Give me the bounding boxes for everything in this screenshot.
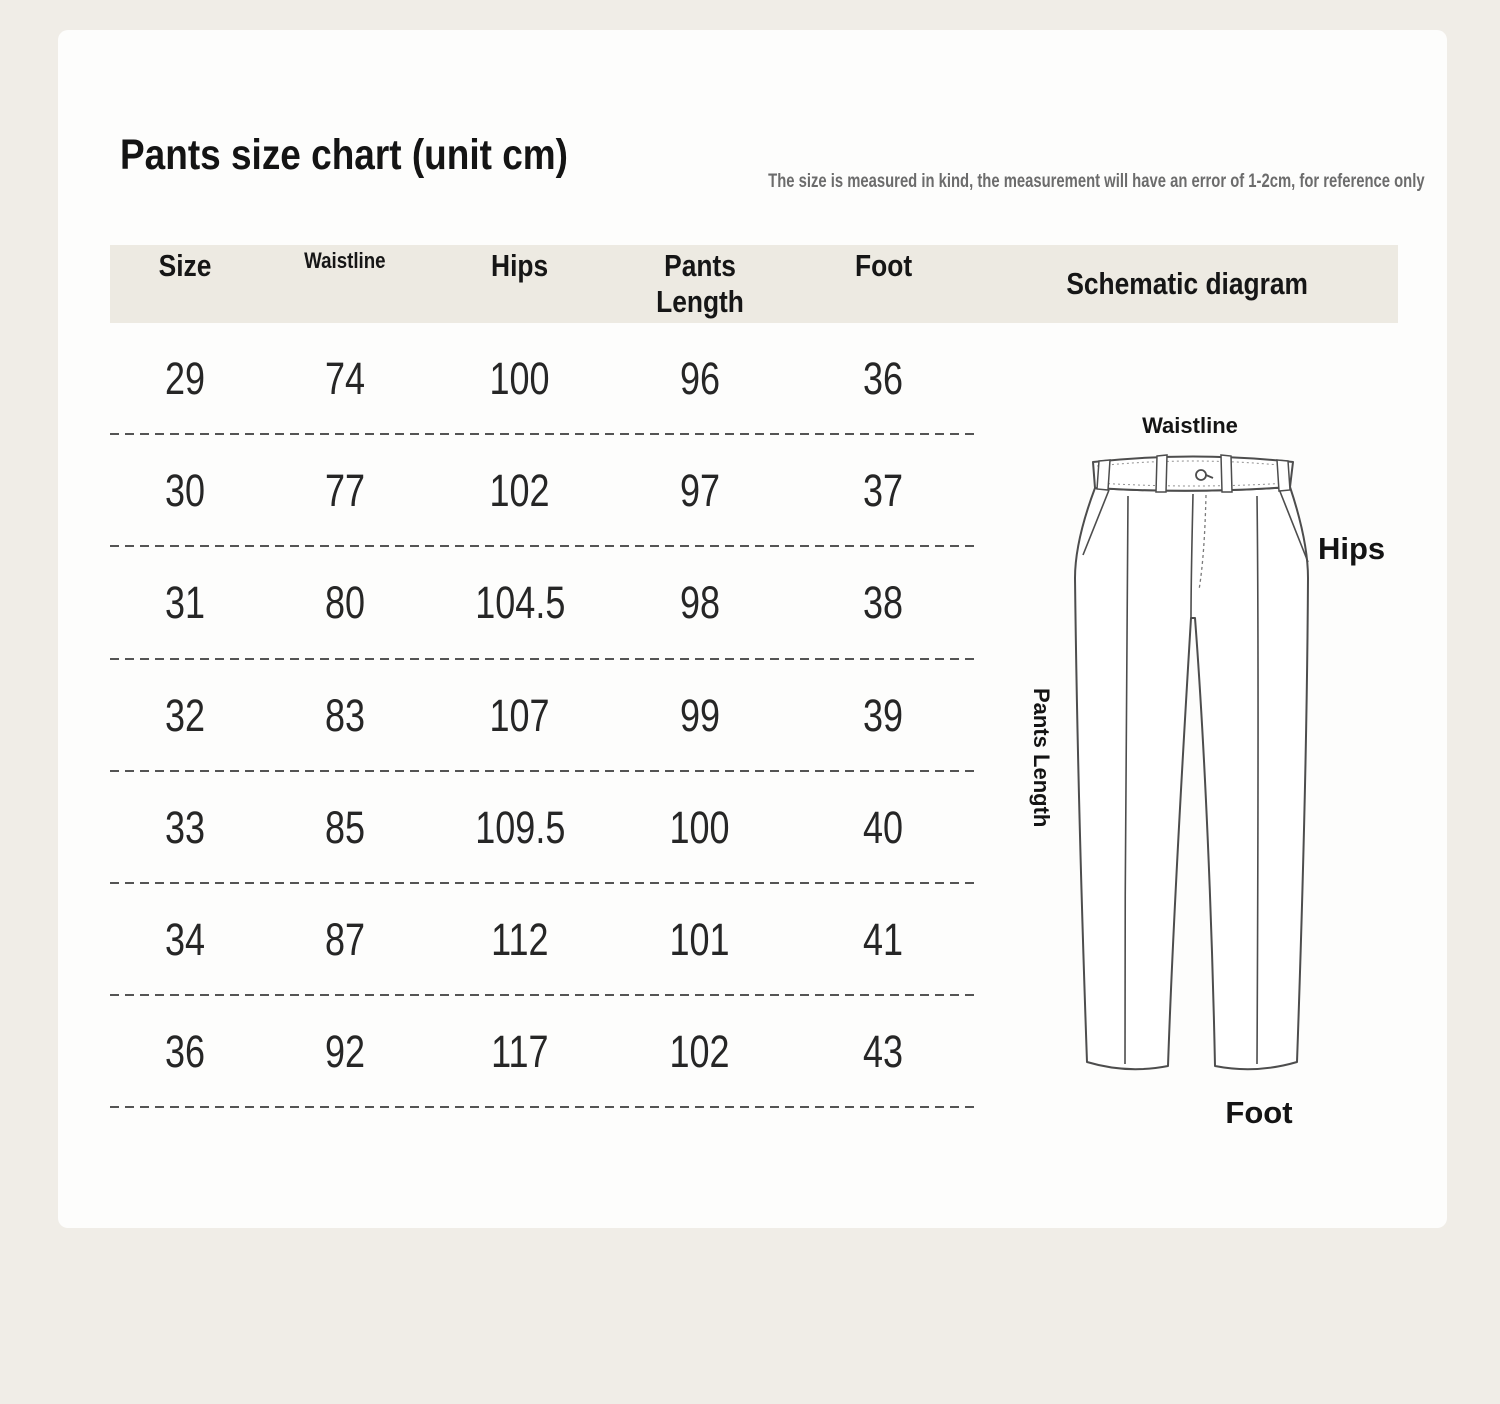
size-table-body <box>110 323 977 1108</box>
table-cell-value: 109.5 <box>474 801 566 853</box>
table-cell-value: 38 <box>863 577 904 629</box>
table-cell-value: 102 <box>489 465 551 517</box>
table-cell-value: 100 <box>669 801 731 853</box>
belt-loop <box>1277 460 1290 491</box>
table-cell <box>790 802 977 854</box>
column-header-size: Size <box>158 248 212 283</box>
table-cell <box>610 577 790 629</box>
table-cell-value: 30 <box>164 465 206 517</box>
table-cell-value: 40 <box>863 801 904 853</box>
page-subtitle <box>583 171 1425 193</box>
table-cell-value: 100 <box>489 353 551 405</box>
table-cell-value: 77 <box>324 465 366 517</box>
table-row <box>110 547 977 659</box>
table-cell <box>790 577 977 629</box>
content-panel <box>58 30 1447 1228</box>
table-cell <box>260 577 430 629</box>
table-cell <box>790 690 977 742</box>
table-cell-value: 37 <box>863 465 904 517</box>
column-header-waistline: Waistline <box>304 248 386 273</box>
belt-loop <box>1221 455 1232 492</box>
table-cell-value: 96 <box>679 353 721 405</box>
waistline-label: Waistline <box>1142 413 1238 438</box>
table-cell <box>610 465 790 517</box>
table-cell-value: 32 <box>164 689 206 741</box>
table-cell <box>260 465 430 517</box>
table-cell-value: 39 <box>863 689 904 741</box>
table-cell-value: 80 <box>324 577 366 629</box>
table-cell-value: 97 <box>679 465 721 517</box>
table-header-columns <box>110 248 977 320</box>
table-cell <box>110 577 260 629</box>
table-cell <box>430 577 610 629</box>
table-cell <box>430 802 610 854</box>
table-cell <box>260 353 430 405</box>
table-cell <box>610 690 790 742</box>
waist-button <box>1196 470 1206 480</box>
table-cell <box>260 914 430 966</box>
column-header-pants-length: Pants Length <box>656 248 744 319</box>
table-cell <box>610 914 790 966</box>
table-row <box>110 660 977 772</box>
table-cell <box>790 353 977 405</box>
table-cell <box>110 465 260 517</box>
table-cell-value: 36 <box>863 353 904 405</box>
page-title <box>120 130 641 182</box>
table-cell-value: 104.5 <box>474 577 566 629</box>
table-cell <box>610 802 790 854</box>
table-cell-value: 87 <box>324 914 366 966</box>
table-cell <box>260 802 430 854</box>
table-cell <box>110 1026 260 1078</box>
page-title-text: Pants size chart (unit cm) <box>120 131 568 179</box>
table-cell <box>430 1026 610 1078</box>
table-row <box>110 884 977 996</box>
table-cell <box>790 1026 977 1078</box>
table-cell <box>110 914 260 966</box>
column-header-hips: Hips <box>491 248 549 283</box>
table-header-band <box>110 245 1398 323</box>
table-row <box>110 772 977 884</box>
table-cell-value: 98 <box>679 577 721 629</box>
table-cell-value: 99 <box>679 689 721 741</box>
table-cell <box>260 690 430 742</box>
table-cell-value: 112 <box>491 914 549 966</box>
table-cell-value: 107 <box>489 689 551 741</box>
table-cell-value: 92 <box>324 1026 366 1078</box>
table-cell-value: 117 <box>491 1026 549 1078</box>
table-cell-value: 29 <box>164 353 206 405</box>
foot-label: Foot <box>1225 1095 1293 1130</box>
table-cell <box>110 802 260 854</box>
table-cell-value: 43 <box>863 1026 904 1078</box>
table-cell-value: 74 <box>324 353 366 405</box>
table-cell <box>430 690 610 742</box>
pants-length-label: Pants Length <box>1029 688 1054 828</box>
belt-loop <box>1156 455 1167 492</box>
page-subtitle-text: The size is measured in kind, the measurement will have an error of 1-2cm, for reference only <box>768 171 1425 192</box>
table-cell-value: 85 <box>324 801 366 853</box>
table-cell <box>110 353 260 405</box>
belt-loop <box>1097 460 1110 490</box>
table-cell-value: 101 <box>669 914 731 966</box>
table-cell-value: 33 <box>164 801 206 853</box>
table-cell-value: 83 <box>324 689 366 741</box>
column-header-schematic: Schematic diagram <box>1066 266 1309 301</box>
table-row <box>110 996 977 1108</box>
hips-label: Hips <box>1318 531 1386 566</box>
table-cell-value: 34 <box>164 914 206 966</box>
table-cell-value: 36 <box>164 1026 206 1078</box>
table-cell <box>430 914 610 966</box>
pants-drawing <box>1065 450 1315 1095</box>
schematic-diagram <box>1000 395 1445 1185</box>
table-cell <box>610 353 790 405</box>
table-row <box>110 435 977 547</box>
table-cell <box>430 465 610 517</box>
table-row <box>110 323 977 435</box>
table-cell <box>610 1026 790 1078</box>
table-cell-value: 102 <box>669 1026 731 1078</box>
table-cell <box>430 353 610 405</box>
table-cell <box>110 690 260 742</box>
table-cell-value: 31 <box>164 577 206 629</box>
table-cell <box>790 465 977 517</box>
table-cell <box>260 1026 430 1078</box>
table-cell-value: 41 <box>863 914 904 966</box>
column-header-foot: Foot <box>854 248 913 283</box>
table-cell <box>790 914 977 966</box>
